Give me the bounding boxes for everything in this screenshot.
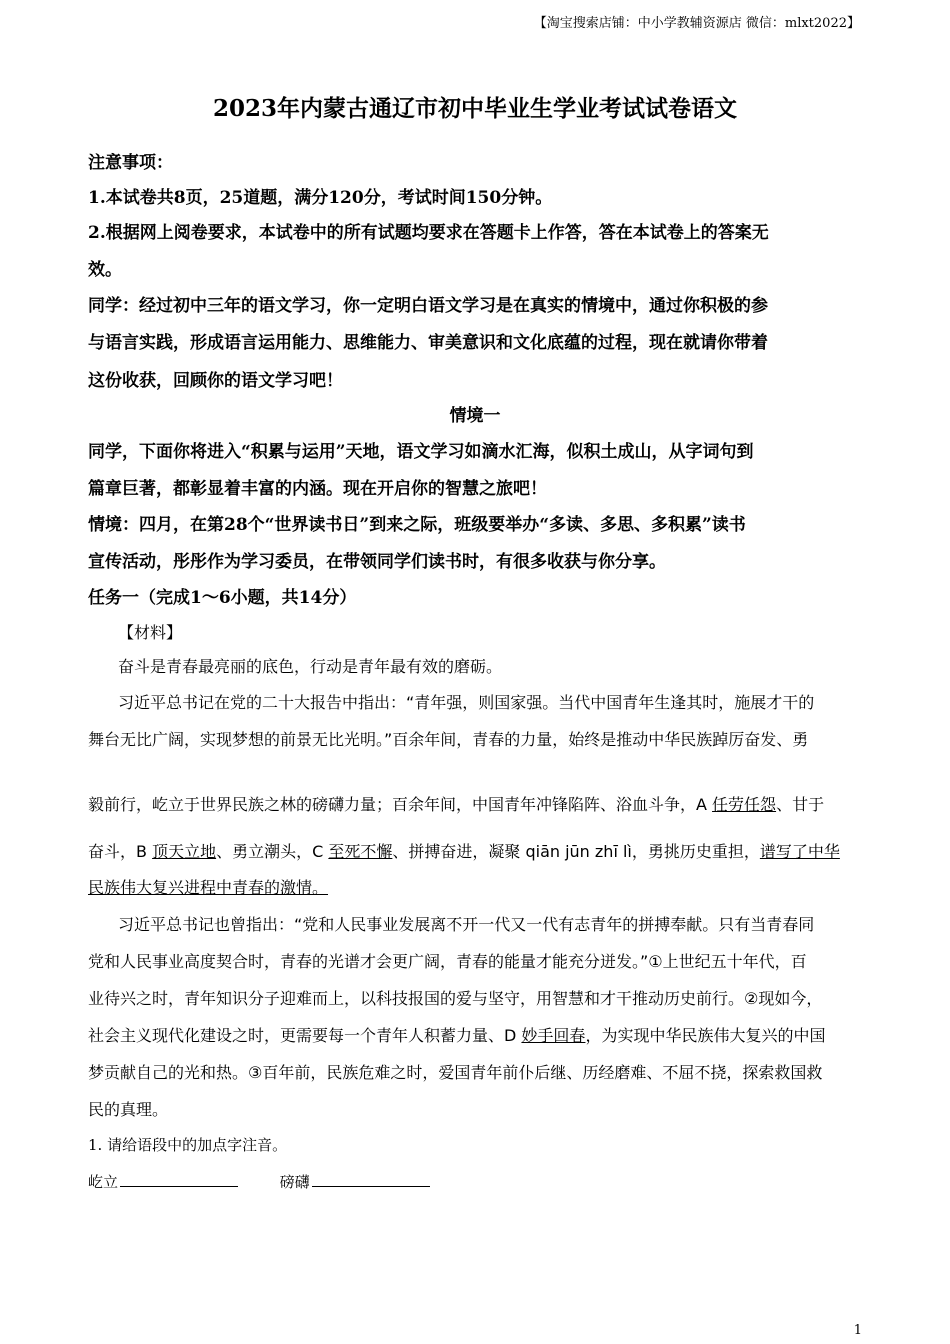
section-para-2-line-2: 宣传活动，彤彤作为学习委员，在带领同学们读书时，有很多收获与你分享。 — [88, 552, 666, 572]
page-title: 2023年内蒙古通辽市初中毕业生学业考试试卷语文 — [212, 95, 737, 122]
material-line-7: 习近平总书记也曾指出：“党和人民事业发展离不开一代又一代有志青年的拼搏奉献。只有当青春同 — [118, 915, 815, 934]
underlined-sentence: 民族伟大复兴进程中青春的激情。 — [88, 878, 329, 897]
material-line-12: 民的真理。 — [88, 1100, 169, 1119]
section-para-1-line-1: 同学，下面你将进入“积累与运用”天地，语文学习如滴水汇海，似积土成山，从字词句到 — [88, 442, 754, 462]
material-label: 【材料】 — [118, 623, 183, 642]
material-line-1: 奋斗是青春最亮丽的底色，行动是青年最有效的磨砺。 — [118, 657, 503, 676]
word-2: 磅礴 — [279, 1173, 310, 1191]
intro-line-1: 同学：经过初中三年的语文学习，你一定明白语文学习是在真实的情境中，通过你积极的参 — [88, 296, 768, 316]
store-header: 【淘宝搜索店铺：中小学教辅资源店 微信：mlxt2022】 — [533, 16, 860, 31]
material-line-8: 党和人民事业高度契合时，青春的光谱才会更广阔，青春的能量才能充分迸发。”①上世纪五十年代，百 — [88, 952, 807, 971]
section-heading: 情境一 — [449, 406, 501, 426]
material-text: 毅前行，屹立于世界民族之林的磅礴力量；百余年间，中国青年冲锋陷阵、浴血斗争，A — [88, 795, 713, 814]
underlined-phrase-a: 任劳任怨 — [712, 795, 777, 814]
notice-label: 注意事项： — [88, 153, 173, 173]
intro-line-2: 与语言实践，形成语言运用能力、思维能力、审美意识和文化底蕴的过程，现在就请你带着 — [88, 333, 768, 353]
underlined-phrase-b: 顶天立地 — [152, 842, 217, 861]
question-1-answers — [88, 1170, 863, 1192]
underlined-phrase-d: 妙手回春 — [521, 1026, 586, 1045]
underlined-sentence: 谱写了中华 — [759, 842, 840, 861]
material-text: 、甘于 — [776, 795, 825, 814]
material-text: ，为实现中华民族伟大复兴的中国 — [585, 1026, 826, 1045]
notice-item-1: 1.本试卷共8页，25道题，满分120分，考试时间150分钟。 — [88, 188, 553, 208]
section-para-2-line-1: 情境：四月，在第28个“世界读书日”到来之际，班级要举办“多读、多思、多积累”读书 — [88, 515, 746, 535]
material-text: 奋斗，B — [88, 842, 153, 861]
material-line-9: 业待兴之时，青年知识分子迎难而上，以科技报国的爱与坚守，用智慧和才干推动历史前行。②现如今， — [88, 989, 823, 1008]
material-line-10 — [88, 1023, 863, 1046]
section-para-1-line-2: 篇章巨著，都彰显着丰富的内涵。现在开启你的智慧之旅吧！ — [88, 479, 547, 499]
underlined-phrase-c: 至死不懈 — [328, 842, 393, 861]
material-line-5 — [88, 839, 863, 862]
material-text: 、拼搏奋进，凝聚 qiān jūn zhī lì，勇挑历史重担， — [392, 842, 760, 861]
material-line-6 — [88, 875, 863, 898]
material-text: 社会主义现代化建设之时，更需要每一个青年人积蓄力量、D — [88, 1026, 522, 1045]
material-line-3: 舞台无比广阔，实现梦想的前景无比光明。”百余年间，青春的力量，始终是推动中华民族踔厉奋发、勇 — [88, 730, 809, 749]
material-line-2: 习近平总书记在党的二十大报告中指出：“青年强，则国家强。当代中国青年生逢其时，施展才干的 — [118, 693, 815, 712]
intro-line-3: 这份收获，回顾你的语文学习吧！ — [88, 371, 343, 391]
material-text: 、勇立潮头，C — [216, 842, 329, 861]
task-heading: 任务一（完成1～6小题，共14分） — [88, 588, 357, 608]
material-line-11: 梦贡献自己的光和热。③百年前，民族危难之时，爱国青年前仆后继、历经磨难、不屈不挠，探索救国救 — [88, 1063, 823, 1082]
page-number: 1 — [853, 1323, 862, 1338]
notice-item-2-line-1: 2.根据网上阅卷要求，本试卷中的所有试题均要求在答题卡上作答，答在本试卷上的答案无 — [88, 223, 769, 243]
question-1-prompt: 1. 请给语段中的加点字注音。 — [88, 1136, 288, 1154]
answer-blank-1[interactable] — [120, 1170, 238, 1187]
word-1: 屹立 — [88, 1173, 119, 1191]
material-line-4 — [88, 792, 863, 815]
notice-item-2-line-2: 效。 — [88, 260, 122, 280]
answer-blank-2[interactable] — [312, 1170, 430, 1187]
